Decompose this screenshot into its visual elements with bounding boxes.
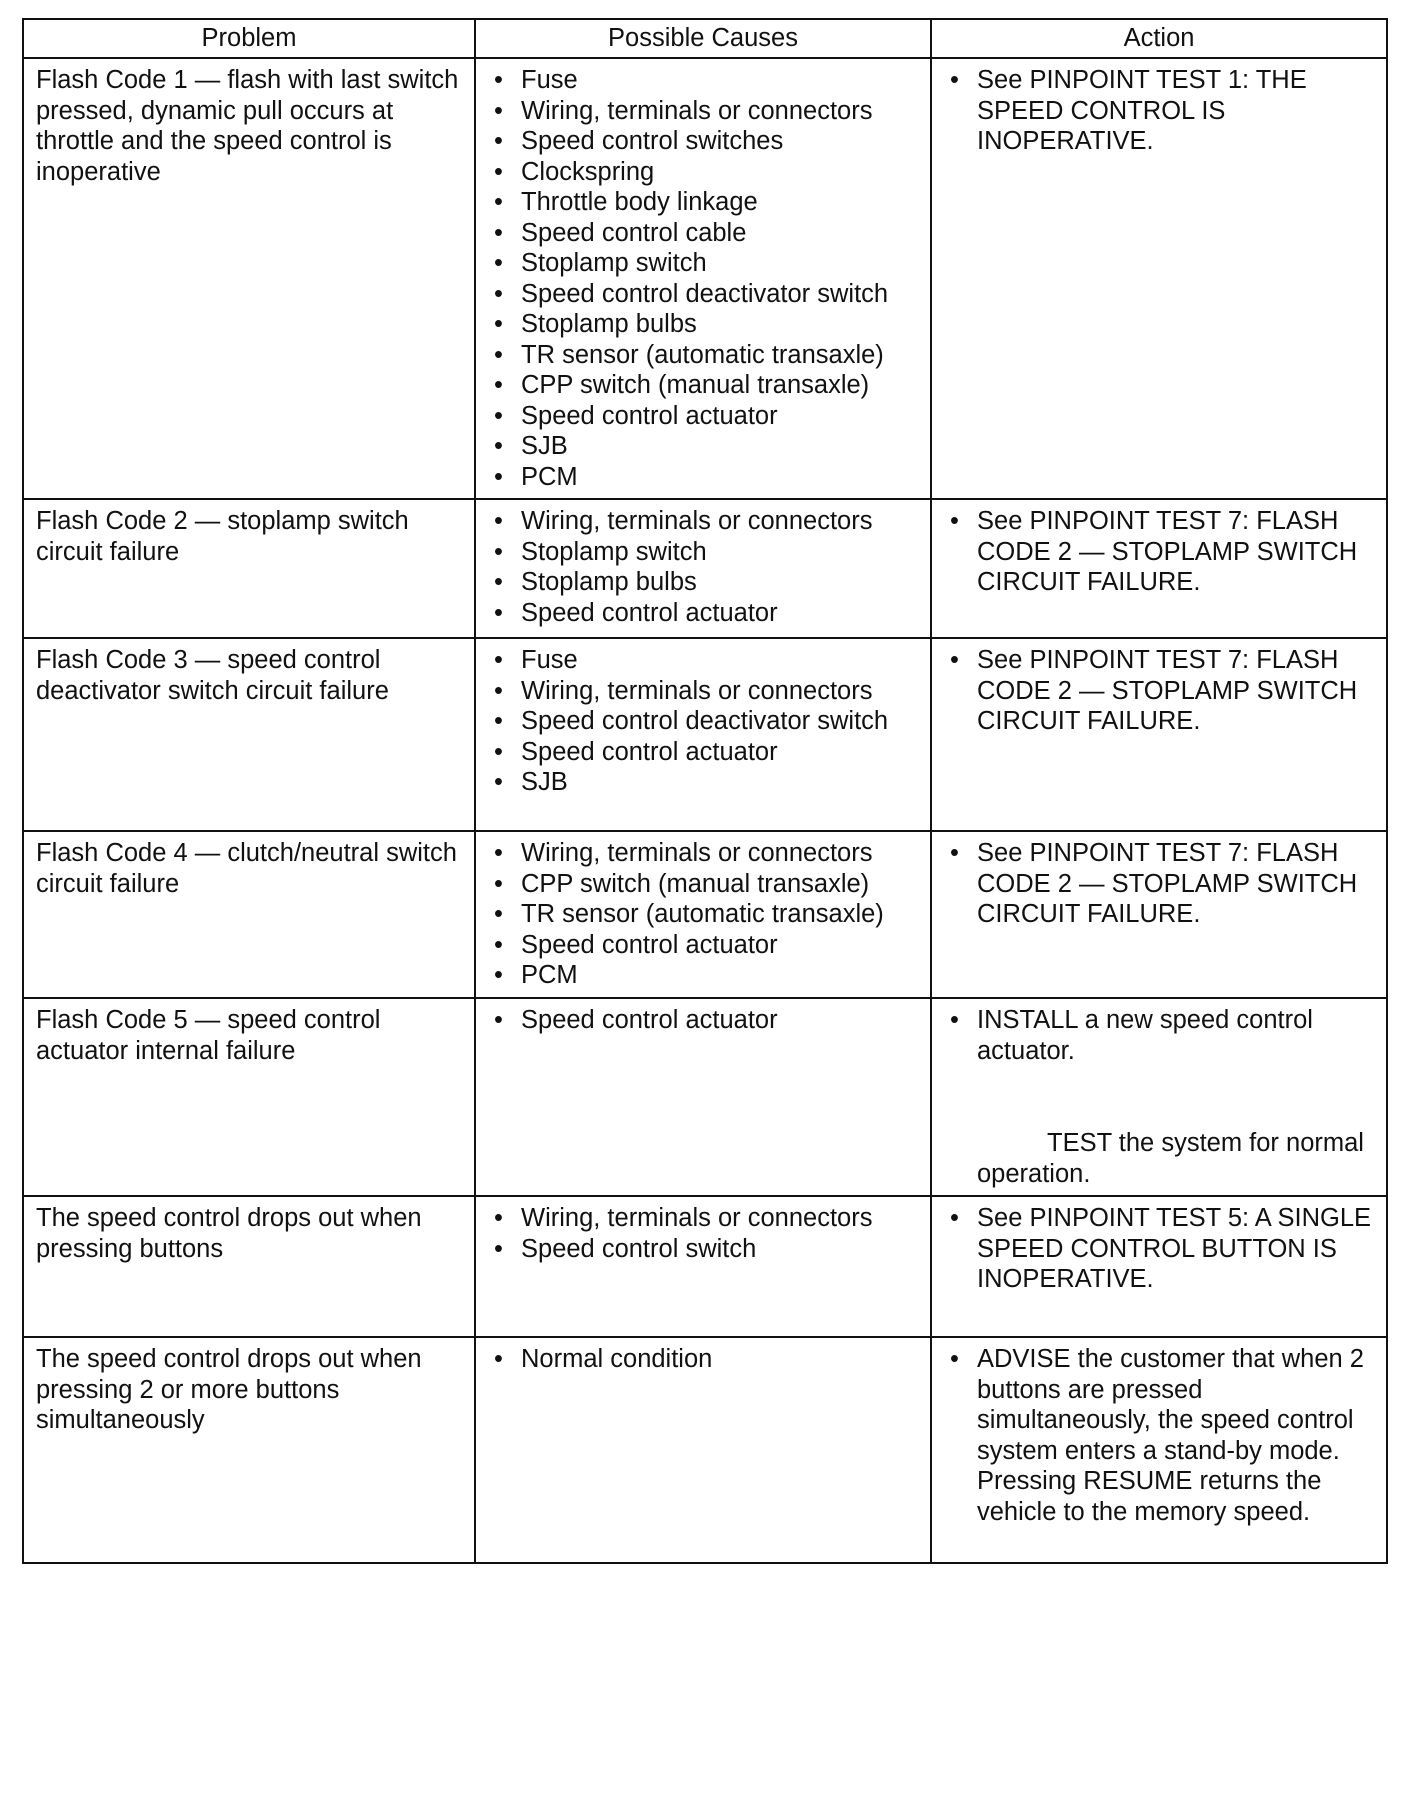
cause-item: • Wiring, terminals or connectors [488,676,920,707]
causes-list [488,65,920,492]
action-cell [931,638,1387,831]
causes-cell [475,1337,931,1563]
cause-item: • Speed control actuator [488,737,920,768]
causes-cell [475,58,931,499]
causes-list [488,1344,920,1375]
diagnosis-table [22,18,1388,1564]
cause-item: • Speed control actuator [488,1005,920,1036]
table-row [23,499,1387,638]
cause-item: • Wiring, terminals or connectors [488,1203,920,1234]
table-row [23,998,1387,1196]
cause-item: • Fuse [488,645,920,676]
action-item: • ADVISE the customer that when 2 buttons are pressed simultaneously, the speed control system enters a stand-by mode. Pressing RESUME returns the vehicle to the memory speed. [944,1344,1376,1527]
cause-item: • Fuse [488,65,920,96]
table-row [23,638,1387,831]
cause-item: • Speed control switch [488,1234,920,1265]
actions-list [944,838,1376,930]
cause-item: • Stoplamp bulbs [488,309,920,340]
causes-list [488,1005,920,1036]
cause-item: • Speed control switches [488,126,920,157]
actions-list [944,65,1376,157]
cause-item: • PCM [488,462,920,493]
cause-item: • Stoplamp switch [488,248,920,279]
causes-list [488,506,920,628]
cause-item: • CPP switch (manual transaxle) [488,869,920,900]
action-cell [931,831,1387,998]
header-possible-causes: Possible Causes [475,19,931,58]
cause-item: • Speed control deactivator switch [488,706,920,737]
problem-cell: The speed control drops out when pressing buttons [23,1196,475,1337]
table-row [23,831,1387,998]
table-row [23,58,1387,499]
problem-cell: Flash Code 4 — clutch/neutral switch circuit failure [23,831,475,998]
actions-list [944,1005,1376,1066]
action-item: • See PINPOINT TEST 7: FLASH CODE 2 — STOPLAMP SWITCH CIRCUIT FAILURE. [944,506,1376,598]
actions-list [944,1344,1376,1527]
cause-item: • Speed control actuator [488,930,920,961]
causes-cell [475,638,931,831]
action-cell [931,58,1387,499]
action-cell [931,998,1387,1196]
cause-item: • Stoplamp switch [488,537,920,568]
cause-item: • Speed control cable [488,218,920,249]
causes-cell [475,1196,931,1337]
table-row [23,1196,1387,1337]
cause-item: • SJB [488,431,920,462]
action-item: • See PINPOINT TEST 7: FLASH CODE 2 — STOPLAMP SWITCH CIRCUIT FAILURE. [944,645,1376,737]
action-item: • See PINPOINT TEST 5: A SINGLE SPEED CONTROL BUTTON IS INOPERATIVE. [944,1203,1376,1295]
cause-item: • CPP switch (manual transaxle) [488,370,920,401]
cause-item: • Wiring, terminals or connectors [488,838,920,869]
problem-cell: Flash Code 5 — speed control actuator internal failure [23,998,475,1196]
table-row [23,1337,1387,1563]
action-note-text: TEST the system for normal operation. [977,1129,1364,1188]
cause-item: • Normal condition [488,1344,920,1375]
problem-cell: Flash Code 2 — stoplamp switch circuit failure [23,499,475,638]
action-item: • See PINPOINT TEST 1: THE SPEED CONTROL IS INOPERATIVE. [944,65,1376,157]
actions-list [944,645,1376,737]
header-problem: Problem [23,19,475,58]
causes-list [488,838,920,991]
header-row [23,19,1387,58]
cause-item: • PCM [488,960,920,991]
cause-item: • Throttle body linkage [488,187,920,218]
causes-list [488,645,920,798]
header-action: Action [931,19,1387,58]
action-item: • See PINPOINT TEST 7: FLASH CODE 2 — STOPLAMP SWITCH CIRCUIT FAILURE. [944,838,1376,930]
action-item: • INSTALL a new speed control actuator. [944,1005,1376,1066]
causes-cell [475,998,931,1196]
problem-cell: The speed control drops out when pressing 2 or more buttons simultaneously [23,1337,475,1563]
problem-cell: Flash Code 3 — speed control deactivator switch circuit failure [23,638,475,831]
cause-item: • Wiring, terminals or connectors [488,506,920,537]
problem-cell: Flash Code 1 — flash with last switch pressed, dynamic pull occurs at throttle and the speed control is inoperative [23,58,475,499]
cause-item: • Clockspring [488,157,920,188]
action-cell [931,499,1387,638]
causes-cell [475,499,931,638]
cause-item: • Speed control actuator [488,598,920,629]
action-cell [931,1196,1387,1337]
cause-item: • TR sensor (automatic transaxle) [488,899,920,930]
cause-item: • Speed control deactivator switch [488,279,920,310]
causes-cell [475,831,931,998]
action-note [944,1128,1376,1189]
cause-item: • TR sensor (automatic transaxle) [488,340,920,371]
action-cell [931,1337,1387,1563]
causes-list [488,1203,920,1264]
actions-list [944,1203,1376,1295]
cause-item: • SJB [488,767,920,798]
cause-item: • Wiring, terminals or connectors [488,96,920,127]
cause-item: • Stoplamp bulbs [488,567,920,598]
actions-list [944,506,1376,598]
cause-item: • Speed control actuator [488,401,920,432]
